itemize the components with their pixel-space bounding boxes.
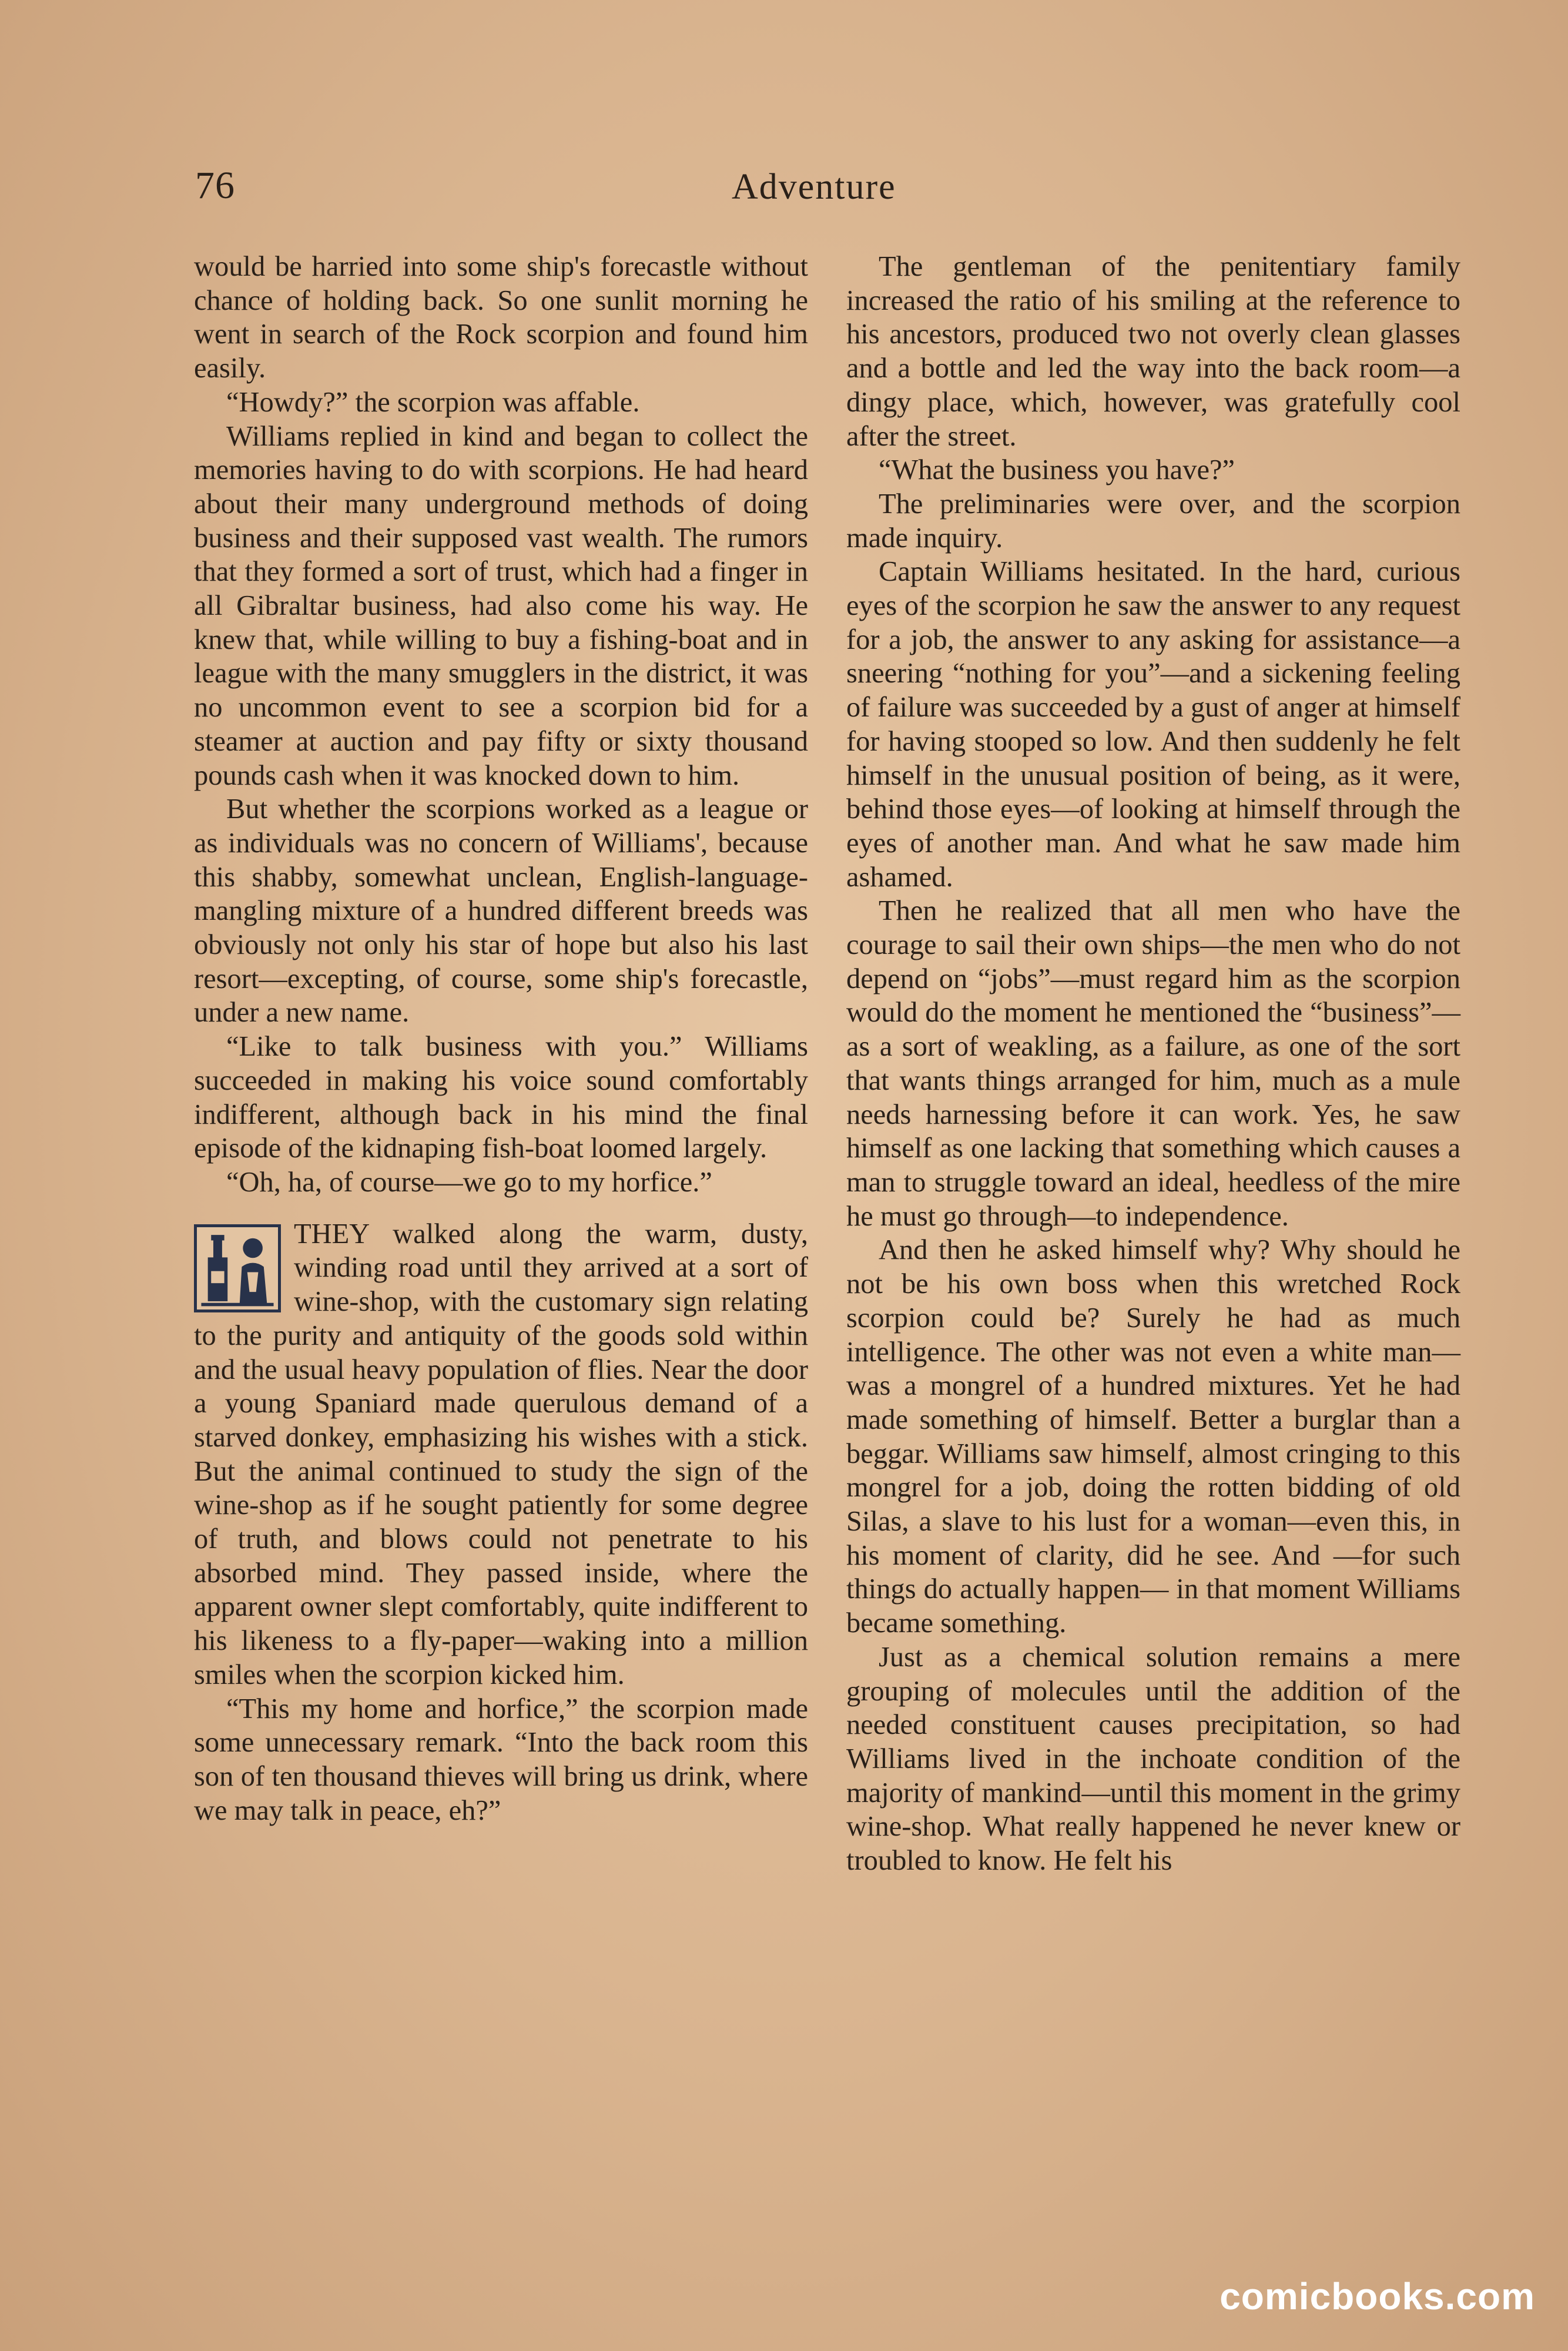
paragraph-dropcap: THEY walked along the warm, dusty, winding road until they arrived at a sort of wine-shop, with the customary sign relating to the purity and antiquity of the goods sold within and the usual heavy population of flies. Near the door a young Spaniard made querulous demand of a starved donkey, emphasizing his wishes with a stick. But the animal continued to study the sign of the wine-shop as if he sought patiently for some degree of truth, and blows could not penetrate to his absorbed mind. They passed inside, where the apparent owner slept comfortably, quite indifferent to his likeness to a fly-paper—waking into a million smiles when the scorpion kicked him.: [194, 1218, 808, 1690]
paragraph: The preliminaries were over, and the scorpion made inquiry.: [846, 488, 1460, 554]
section-opening: [194, 1217, 808, 1692]
paragraph: But whether the scorpions worked as a league or as individuals was no concern of Williams', because this shabby, somewhat unclean, English-language-mangling mixture of a hundred different breeds was obviously not only his star of hope but also his last resort—excepting, of course, some ship's forecastle, under a new name.: [194, 793, 808, 1029]
paragraph: would be harried into some ship's forecastle without chance of holding back. So one sunlit morning he went in search of the Rock scorpion and found him easily.: [194, 251, 808, 384]
paragraph: Just as a chemical solution remains a mere grouping of molecules until the addition of the needed constituent causes precipitation, so had Williams lived in the inchoate condition of the majority of mankind—until this moment in the grimy wine-shop. What really happened he never knew or troubled to know. He felt his: [846, 1641, 1460, 1877]
watermark: comicbooks.com: [1219, 2275, 1535, 2317]
paragraph: Williams replied in kind and began to collect the memories having to do with scorpions. He had heard about their many underground methods of doing business and their supposed vast wealth. The rumors that they formed a sort of trust, which had a finger in all Gibraltar business, had also come his way. He knew that, while willing to buy a fishing-boat and in league with the many smugglers in the district, it was no uncommon event to see a scorpion bid for a steamer at auction and pay fifty or sixty thousand pounds cash when it was knocked down to him.: [194, 420, 808, 791]
dropcap-illustration-icon: [194, 1224, 281, 1312]
paragraph: “Howdy?” the scorpion was affable.: [226, 386, 640, 418]
paragraph: The gentleman of the penitentiary family increased the ratio of his smiling at the reference to his ancestors, produced two not overly clean glasses and a bottle and led the way into the back room—a dingy place, which, however, was gratefully cool after the street.: [846, 251, 1460, 452]
paragraph: “What the business you have?”: [879, 454, 1235, 486]
paragraph: “Oh, ha, of course—we go to my horfice.”: [226, 1166, 712, 1198]
left-column: [194, 250, 808, 1827]
paragraph: And then he asked himself why? Why should he not be his own boss when this wretched Rock scorpion could be? Surely he had as much intelligence. The other was not even a white man—was a mongrel of a hundred mixtures. Yet he had made something of himself. Better a burglar than a beggar. Williams saw himself, almost cringing to this mongrel for a job, doing the rotten bidding of old Silas, a slave to his lust for a woman—even this, in his moment of clarity, did he see. And —for such things do actually happen— in that moment Williams became something.: [846, 1234, 1460, 1639]
paragraph: “This my home and horfice,” the scorpion made some unnecessary remark. “Into the back room this son of ten thousand thieves will bring us drink, where we may talk in peace, eh?”: [194, 1693, 808, 1826]
paragraph: Captain Williams hesitated. In the hard, curious eyes of the scorpion he saw the answer to any request for a job, the answer to any asking for assistance—a sneering “nothing for you”—and a sickening feeling of failure was succeeded by a gust of anger at himself for having stooped so low. And then suddenly he felt himself in the unusual position of being, as it were, behind those eyes—of looking at himself through the eyes of another man. And what he saw made him ashamed.: [846, 556, 1460, 893]
page-number: 76: [195, 164, 235, 207]
paragraph: “Like to talk business with you.” Williams succeeded in making his voice sound comfortably indifferent, although back in his mind the final episode of the kidnaping fish-boat loomed largely.: [194, 1031, 808, 1164]
running-head-title: Adventure: [732, 167, 896, 207]
right-column: [846, 250, 1460, 1878]
paragraph: Then he realized that all men who have the courage to sail their own ships—the men who do not depend on “jobs”—must regard him as the scorpion would do the moment he mentioned the “business”—as a sort of weakling, as a failure, as one of the sort that wants things arranged for him, much as a mule needs harnessing before it can work. Yes, he saw himself as one lacking that something which causes a man to struggle toward an ideal, heedless of the mire he must go through—to independence.: [846, 895, 1460, 1232]
